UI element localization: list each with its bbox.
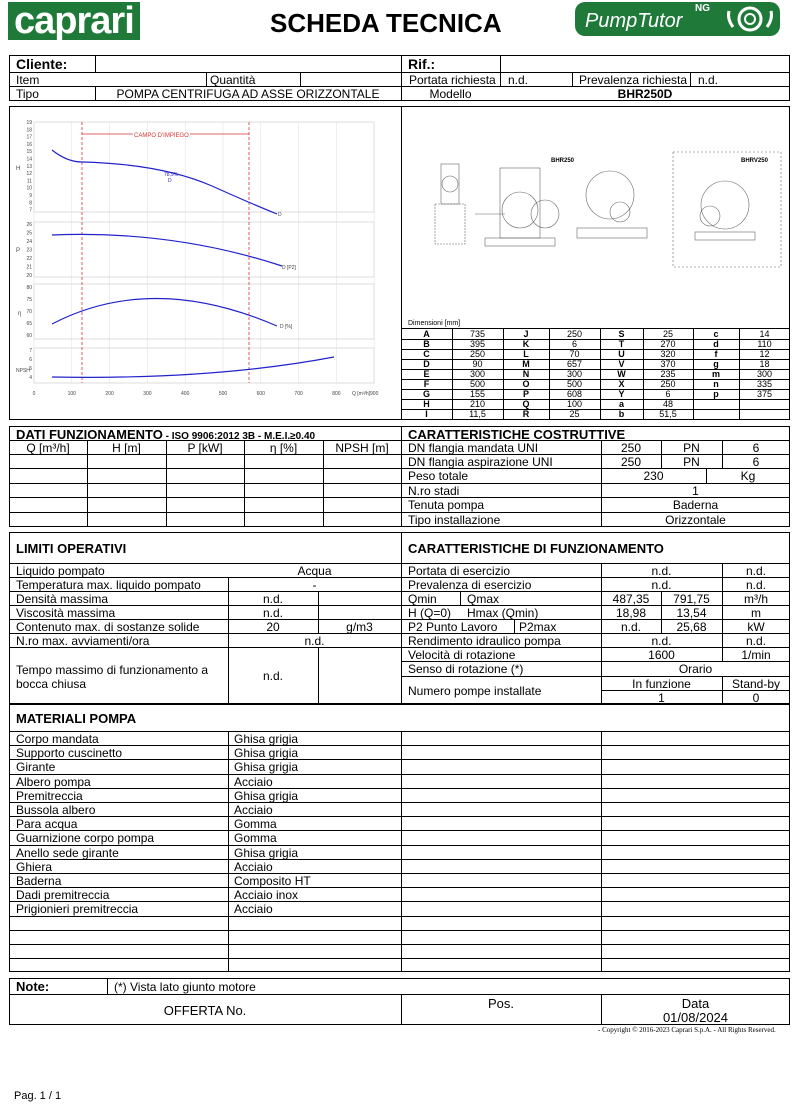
funz-label: Velocità di rotazione bbox=[408, 648, 516, 662]
p-unit: kW bbox=[747, 620, 765, 634]
dimension-cell: 235 bbox=[660, 369, 676, 379]
curve-eta-tag: D [%] bbox=[280, 324, 293, 330]
limiti-value: n.d. bbox=[262, 606, 283, 620]
x-tick-label: 500 bbox=[218, 391, 228, 397]
dimension-cell: 250 bbox=[566, 329, 583, 339]
materiale-value: Acciaio bbox=[234, 803, 273, 817]
eta-tick-label: 80 bbox=[26, 285, 32, 291]
dimension-cell: 48 bbox=[662, 399, 673, 409]
curve-p-tag: D [P2] bbox=[282, 265, 296, 271]
dimension-cell: O bbox=[522, 379, 530, 389]
q-unit: m³/h bbox=[744, 592, 768, 606]
h-tick-label: 11 bbox=[26, 178, 32, 185]
materiale-value: Ghisa grigia bbox=[234, 732, 299, 746]
dimension-cell: 320 bbox=[660, 349, 676, 359]
funzionamento-title: CARATTERISTICHE DI FUNZIONAMENTO bbox=[408, 541, 664, 556]
dimension-cell: 25 bbox=[662, 329, 673, 339]
qmin-value: 487,35 bbox=[612, 592, 650, 606]
swirl-icon bbox=[725, 5, 775, 33]
limiti-label: Liquido pompato bbox=[16, 564, 105, 578]
materiale-part: Guarnizione corpo pompa bbox=[16, 831, 155, 845]
dimension-cell: 375 bbox=[756, 389, 773, 399]
materiale-part: Corpo mandata bbox=[16, 732, 99, 746]
dimension-cell: G bbox=[422, 389, 430, 399]
h-tick-label: 10 bbox=[26, 185, 32, 192]
senso-value: Orario bbox=[678, 662, 713, 676]
pumptutor-logo bbox=[575, 2, 780, 36]
x-tick-label: 900 bbox=[370, 391, 379, 397]
dimension-cell: a bbox=[618, 399, 624, 409]
limiti-label: Contenuto max. di sostanze solide bbox=[16, 620, 200, 634]
dimension-cell: 155 bbox=[469, 389, 486, 399]
h-tick-label: 19 bbox=[26, 120, 32, 126]
num-pompe-label: Numero pompe installate bbox=[408, 684, 542, 698]
data-value: 01/08/2024 bbox=[662, 1010, 729, 1025]
dimension-cell: 110 bbox=[757, 339, 772, 349]
npsh-curve bbox=[52, 357, 334, 377]
costruttive-label: Peso totale bbox=[408, 469, 469, 483]
limiti-label: N.ro max. avviamenti/ora bbox=[16, 634, 150, 648]
materiale-part: Premitreccia bbox=[16, 789, 83, 803]
document-title: SCHEDA TECNICA bbox=[270, 8, 502, 38]
dimension-cell: B bbox=[423, 339, 430, 349]
dimension-cell: 210 bbox=[469, 399, 486, 409]
portata-richiesta-label: Portata richiesta bbox=[409, 73, 496, 87]
funz-label: Portata di esercizio bbox=[408, 564, 511, 578]
copyright: - Copyright © 2016-2023 Caprari S.p.A. - All Rights Reserved. bbox=[598, 1026, 776, 1034]
eta-tick-label: 70 bbox=[26, 309, 32, 315]
limiti-label: Temperatura max. liquido pompato bbox=[16, 578, 201, 592]
hmax-label: Hmax (Qmin) bbox=[467, 606, 539, 620]
pump-drawing bbox=[405, 150, 785, 270]
dimension-cell: 6 bbox=[571, 339, 577, 349]
dimension-cell: 250 bbox=[660, 379, 676, 389]
dimension-cell: 14 bbox=[759, 329, 770, 339]
costruttive-title: CARATTERISTICHE COSTRUTTIVE bbox=[408, 427, 626, 442]
h0-value: 18,98 bbox=[615, 606, 647, 620]
hmax-value: 13,54 bbox=[676, 606, 707, 620]
page-number: Pag. 1 / 1 bbox=[14, 1090, 62, 1102]
dimension-cell: M bbox=[522, 359, 530, 369]
p2max-value: 25,68 bbox=[676, 620, 707, 634]
modello-label: Modello bbox=[429, 87, 472, 101]
materiale-value: Gomma bbox=[234, 817, 277, 831]
costruttive-value: 250 bbox=[620, 455, 642, 469]
prevalenza-richiesta-label: Prevalenza richiesta bbox=[579, 73, 688, 87]
npsh-axis-label: NPSH bbox=[16, 368, 30, 374]
dimension-cell: 90 bbox=[472, 359, 483, 369]
materiale-part: Anello sede girante bbox=[16, 846, 119, 860]
dimension-cell: Y bbox=[618, 389, 625, 399]
stand-by-value: 0 bbox=[752, 691, 760, 705]
x-tick-label: 600 bbox=[256, 391, 265, 397]
costruttive-value: 230 bbox=[643, 469, 664, 483]
funz-value: 1600 bbox=[648, 648, 675, 662]
dimension-cell: 250 bbox=[469, 349, 486, 359]
item-label: Item bbox=[16, 73, 40, 87]
h-tick-label: 15 bbox=[26, 149, 32, 156]
materiale-value: Acciaio bbox=[234, 902, 273, 916]
eff-sub: D bbox=[168, 178, 172, 184]
h-tick-label: 12 bbox=[26, 171, 32, 178]
p-tick-label: 23 bbox=[26, 247, 32, 254]
funz-unit: 1/min bbox=[741, 648, 771, 662]
dimension-cell: 500 bbox=[469, 379, 486, 389]
dimension-cell: 500 bbox=[566, 379, 583, 389]
p-tick-label: 20 bbox=[26, 273, 32, 279]
dimension-cell: 270 bbox=[660, 339, 676, 349]
performance-chart bbox=[12, 112, 398, 418]
dimension-cell: N bbox=[522, 369, 530, 379]
costruttive-value: 1 bbox=[692, 484, 699, 498]
h-unit: m bbox=[751, 606, 761, 620]
dimension-cell: U bbox=[618, 349, 625, 359]
caprari-logo: caprari bbox=[8, 2, 140, 40]
funz-unit: n.d. bbox=[745, 634, 766, 648]
dimension-cell: A bbox=[423, 329, 430, 339]
dimension-cell: C bbox=[423, 349, 430, 359]
dimension-cell: 51,5 bbox=[659, 409, 677, 419]
funz-label: Rendimento idraulico pompa bbox=[408, 634, 561, 648]
limiti-value: - bbox=[312, 578, 317, 592]
pumptutor-text: PumpTutor bbox=[585, 10, 683, 32]
materiale-part: Supporto cuscinetto bbox=[16, 746, 123, 760]
portata-richiesta-value: n.d. bbox=[508, 73, 529, 87]
dati-header: η [%] bbox=[269, 441, 298, 455]
dimension-cell: P bbox=[522, 389, 529, 399]
dimension-cell: 608 bbox=[566, 389, 583, 399]
modello-value: BHR250D bbox=[617, 87, 673, 101]
funz-unit: n.d. bbox=[745, 578, 766, 592]
costruttive-label: Tenuta pompa bbox=[408, 498, 485, 512]
materiale-part: Girante bbox=[16, 760, 56, 774]
note-label: Note: bbox=[16, 979, 50, 994]
costruttive-pn: PN bbox=[683, 455, 700, 469]
costruttive-label: DN flangia mandata UNI bbox=[408, 441, 539, 455]
dati-header: H [m] bbox=[112, 441, 141, 455]
limiti-unit: g/m3 bbox=[346, 620, 373, 634]
dims-title: Dimensioni [mm] bbox=[408, 320, 461, 327]
limiti-label: Densità massima bbox=[16, 592, 109, 606]
funz-label: Prevalenza di esercizio bbox=[408, 578, 532, 592]
pumptutor-ng: NG bbox=[695, 3, 710, 14]
dimension-cell: 6 bbox=[665, 389, 671, 399]
h-tick-label: 8 bbox=[29, 200, 32, 207]
materiale-value: Acciaio bbox=[234, 775, 273, 789]
dati-header: NPSH [m] bbox=[335, 441, 389, 455]
h-tick-label: 13 bbox=[26, 163, 32, 170]
costruttive-unit: Kg bbox=[740, 469, 756, 483]
dimension-cell: d bbox=[713, 339, 719, 349]
in-funzione-value: 1 bbox=[658, 691, 665, 705]
dimension-cell: T bbox=[618, 339, 625, 349]
eta-axis-label: η bbox=[18, 311, 22, 317]
dimension-cell: c bbox=[713, 329, 719, 339]
npsh-tick-label: 4 bbox=[29, 375, 32, 381]
dimension-cell: X bbox=[618, 379, 625, 389]
senso-label: Senso di rotazione (*) bbox=[408, 662, 524, 676]
h-tick-label: 18 bbox=[26, 127, 32, 134]
costruttive-pn: PN bbox=[683, 441, 700, 455]
materiale-value: Ghisa grigia bbox=[234, 746, 299, 760]
npsh-tick-label: 6 bbox=[29, 357, 32, 363]
materiale-value: Ghisa grigia bbox=[234, 760, 299, 774]
h-tick-label: 7 bbox=[29, 207, 32, 214]
materiale-part: Prigionieri premitreccia bbox=[16, 902, 139, 916]
dimension-cell: J bbox=[523, 329, 529, 339]
limiti-value: n.d. bbox=[304, 634, 325, 648]
tipo-value: POMPA CENTRIFUGA AD ASSE ORIZZONTALE bbox=[116, 87, 380, 101]
h-tick-label: 14 bbox=[26, 156, 32, 163]
eff-label: 78,9% bbox=[164, 172, 179, 178]
tipo-label: Tipo bbox=[16, 87, 39, 101]
materiale-part: Bussola albero bbox=[16, 803, 96, 817]
p-axis-label: P bbox=[16, 248, 21, 254]
dimension-cell: 657 bbox=[566, 359, 583, 369]
h-tick-label: 17 bbox=[26, 134, 32, 141]
dimension-cell: I bbox=[425, 409, 428, 419]
h-tick-label: 9 bbox=[29, 193, 32, 199]
npsh-tick-label: 7 bbox=[29, 348, 32, 354]
p-tick-label: 21 bbox=[26, 264, 32, 271]
materiale-part: Baderna bbox=[16, 874, 62, 888]
materiale-value: Composito HT bbox=[234, 874, 311, 888]
dimension-cell: m bbox=[711, 369, 720, 379]
quantita-label: Quantità bbox=[210, 73, 256, 87]
note-text: (*) Vista lato giunto motore bbox=[114, 980, 256, 994]
limiti-value: n.d. bbox=[262, 669, 283, 683]
limiti-value: Acqua bbox=[297, 564, 332, 578]
qmax-label: Qmax bbox=[467, 592, 500, 606]
dimension-cell: F bbox=[423, 379, 430, 389]
funz-value: n.d. bbox=[651, 634, 672, 648]
qmax-value: 791,75 bbox=[673, 592, 710, 606]
offerta-label: OFFERTA No. bbox=[163, 1003, 247, 1018]
p-curve bbox=[52, 234, 282, 266]
dimension-cell: E bbox=[423, 369, 430, 379]
dimension-cell: H bbox=[423, 399, 430, 409]
limiti-label: Viscosità massima bbox=[16, 606, 116, 620]
dimension-cell: W bbox=[617, 369, 626, 379]
dimension-cell: 300 bbox=[469, 369, 486, 379]
dimension-cell: 11,5 bbox=[469, 409, 486, 419]
costruttive-label: N.ro stadi bbox=[408, 484, 460, 498]
qmin-label: Qmin bbox=[408, 592, 437, 606]
dimension-cell: Q bbox=[522, 399, 530, 409]
dimension-cell: 395 bbox=[469, 339, 486, 349]
materiale-value: Ghisa grigia bbox=[234, 846, 299, 860]
h-axis-label: H bbox=[16, 166, 21, 172]
eta-curve bbox=[52, 298, 277, 326]
cliente-label: Cliente: bbox=[16, 56, 68, 72]
dimension-cell: 18 bbox=[759, 359, 770, 369]
eta-tick-label: 60 bbox=[26, 333, 32, 339]
pos-label: Pos. bbox=[487, 996, 514, 1011]
x-tick-label: 300 bbox=[143, 391, 152, 397]
x-tick-label: 700 bbox=[294, 391, 303, 397]
p-tick-label: 22 bbox=[26, 256, 32, 262]
curve-h-tag: D bbox=[278, 212, 282, 218]
materiale-value: Gomma bbox=[234, 831, 277, 845]
p2-value: n.d. bbox=[620, 620, 641, 634]
costruttive-value: Orizzontale bbox=[665, 513, 726, 527]
eta-tick-label: 75 bbox=[26, 297, 32, 303]
x-tick-label: 100 bbox=[67, 391, 76, 397]
p2max-label: P2max bbox=[519, 620, 557, 634]
dati-header: P [kW] bbox=[187, 441, 223, 455]
limiti-label: Tempo massimo di funzionamento a bocca chiusa bbox=[16, 663, 209, 691]
dimension-cell: 25 bbox=[569, 409, 580, 419]
dati-header: Q [m³/h] bbox=[26, 441, 70, 455]
dimension-cell: f bbox=[714, 349, 718, 359]
dimension-cell: 12 bbox=[759, 349, 770, 359]
dimension-cell: 70 bbox=[569, 349, 580, 359]
funz-value: n.d. bbox=[651, 564, 672, 578]
dimension-cell: n bbox=[713, 379, 719, 389]
costruttive-value: 250 bbox=[620, 441, 642, 455]
x-tick-label: 400 bbox=[181, 391, 190, 397]
h-curve bbox=[52, 150, 277, 214]
campo-impiego-label: CAMPO D'IMPIEGO bbox=[134, 133, 189, 139]
materiale-part: Para acqua bbox=[16, 817, 78, 831]
limiti-title: LIMITI OPERATIVI bbox=[16, 541, 127, 556]
dimension-cell: 300 bbox=[756, 369, 773, 379]
limiti-value: n.d. bbox=[262, 592, 283, 606]
materiale-part: Ghiera bbox=[16, 860, 53, 874]
h-tick-label: 16 bbox=[26, 141, 32, 148]
materiale-value: Acciaio bbox=[234, 860, 273, 874]
x-tick-label: 200 bbox=[105, 391, 114, 397]
dimension-cell: 735 bbox=[469, 329, 486, 339]
in-funzione-label: In funzione bbox=[632, 677, 691, 691]
dimension-cell: 335 bbox=[756, 379, 773, 389]
p-tick-label: 24 bbox=[26, 239, 32, 245]
eta-tick-label: 65 bbox=[26, 321, 32, 327]
prevalenza-richiesta-value: n.d. bbox=[698, 73, 719, 87]
dimension-cell: g bbox=[713, 359, 719, 369]
materiale-part: Dadi premitreccia bbox=[16, 888, 110, 902]
h0-label: H (Q=0) bbox=[408, 606, 452, 620]
p2-label: P2 Punto Lavoro bbox=[408, 620, 498, 634]
dimension-cell: L bbox=[523, 349, 529, 359]
funz-value: n.d. bbox=[651, 578, 672, 592]
dimension-cell: p bbox=[713, 389, 719, 399]
p-tick-label: 25 bbox=[26, 230, 32, 237]
dati-title: DATI FUNZIONAMENTO - ISO 9906:2012 3B - M.E.I.≥0.40 bbox=[16, 427, 316, 442]
costruttive-label: Tipo installazione bbox=[408, 513, 501, 527]
dimension-cell: b bbox=[618, 409, 625, 419]
materiale-value: Ghisa grigia bbox=[234, 789, 299, 803]
rif-label: Rif.: bbox=[408, 56, 436, 72]
funz-unit: n.d. bbox=[745, 564, 766, 578]
dimension-cell: 370 bbox=[660, 359, 676, 369]
data-label: Data bbox=[681, 996, 710, 1011]
dimension-cell: V bbox=[618, 359, 625, 369]
materiale-part: Albero pompa bbox=[16, 775, 91, 789]
dimension-cell: D bbox=[423, 359, 430, 369]
dimension-cell: 100 bbox=[566, 399, 583, 409]
x-axis-unit: Q [m³/h] bbox=[352, 391, 371, 397]
costruttive-pn-value: 6 bbox=[752, 455, 760, 469]
stand-by-label: Stand-by bbox=[731, 677, 781, 691]
npsh-tick-label: 5 bbox=[29, 366, 32, 372]
materiale-value: Acciaio inox bbox=[234, 888, 299, 902]
dimension-cell: S bbox=[618, 329, 625, 339]
limiti-value: 20 bbox=[266, 620, 280, 634]
materiali-title: MATERIALI POMPA bbox=[16, 711, 137, 726]
dimension-cell: 300 bbox=[566, 369, 583, 379]
p-tick-label: 26 bbox=[26, 222, 32, 228]
dimension-cell: K bbox=[522, 339, 530, 349]
costruttive-label: DN flangia aspirazione UNI bbox=[408, 455, 553, 469]
bhrv-label: BHRV250 bbox=[741, 158, 768, 164]
costruttive-value: Baderna bbox=[672, 498, 719, 512]
x-tick-label: 800 bbox=[332, 391, 341, 397]
bhr-label: BHR250 bbox=[551, 158, 575, 164]
costruttive-pn-value: 6 bbox=[752, 441, 760, 455]
x-tick-label: 0 bbox=[32, 391, 36, 397]
dimension-cell: R bbox=[522, 409, 530, 419]
